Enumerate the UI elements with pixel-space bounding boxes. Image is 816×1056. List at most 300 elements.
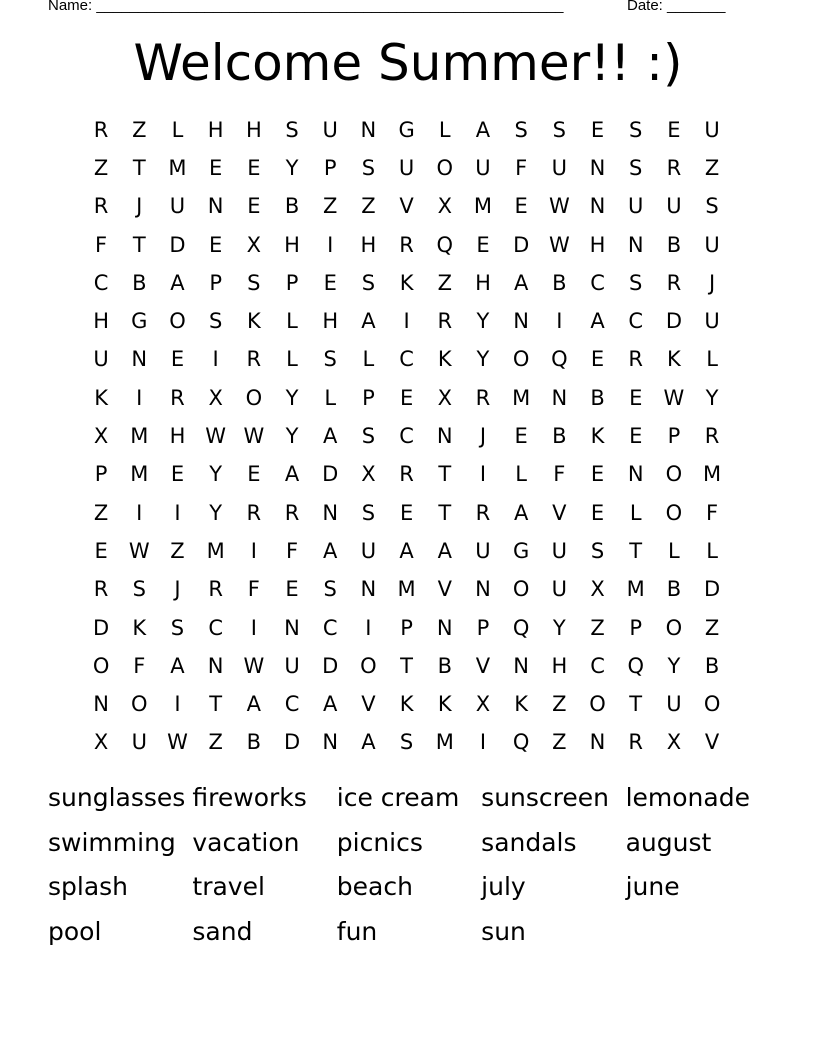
grid-letter: E	[209, 155, 223, 180]
grid-letter: E	[323, 270, 337, 295]
grid-letter: P	[629, 615, 643, 640]
grid-letter: K	[399, 692, 414, 717]
grid-letter: D	[169, 232, 186, 257]
word-list-item: pool	[48, 916, 102, 946]
grid-letter: S	[247, 270, 261, 295]
grid-letter: S	[705, 194, 719, 219]
grid-letter: X	[437, 194, 452, 219]
grid-letter: N	[360, 117, 377, 142]
grid-letter: K	[590, 424, 605, 449]
grid-letter: H	[589, 232, 606, 257]
grid-letter: I	[212, 347, 219, 372]
word-list-item: lemonade	[625, 783, 750, 812]
grid-letter: B	[552, 270, 567, 295]
grid-letter: L	[668, 538, 680, 563]
grid-letter: F	[133, 653, 146, 678]
date-field-label: Date: _______	[627, 0, 726, 14]
grid-letter: N	[284, 615, 300, 640]
grid-letter: N	[436, 615, 453, 640]
grid-letter: F	[95, 232, 108, 257]
grid-letter: E	[590, 462, 605, 487]
grid-letter: V	[399, 194, 414, 219]
grid-letter: S	[361, 270, 376, 295]
grid-letter: S	[170, 615, 185, 640]
grid-letter: X	[208, 385, 223, 410]
grid-letter: S	[132, 577, 146, 602]
grid-letter: H	[551, 653, 568, 678]
grid-letter: Q	[436, 232, 454, 257]
grid-letter: Z	[552, 730, 567, 755]
grid-letter: O	[665, 615, 683, 640]
grid-letter: P	[400, 615, 413, 640]
grid-letter: R	[93, 194, 109, 219]
grid-letter: Z	[552, 692, 567, 717]
grid-letter: B	[246, 730, 262, 755]
grid-letter: U	[551, 577, 568, 602]
grid-letter: Q	[512, 730, 530, 755]
grid-letter: R	[437, 309, 453, 334]
grid-letter: F	[515, 155, 528, 180]
grid-letter: V	[437, 577, 452, 602]
grid-letter: C	[399, 347, 414, 372]
grid-letter: R	[475, 500, 491, 525]
grid-letter: Y	[705, 385, 719, 410]
grid-letter: C	[628, 309, 644, 334]
grid-letter: A	[513, 270, 529, 295]
grid-letter: N	[207, 653, 224, 678]
grid-letter: U	[666, 194, 682, 219]
word-list-item: splash	[48, 872, 129, 901]
grid-letter: T	[629, 538, 643, 563]
grid-letter: N	[322, 730, 339, 755]
grid-letter: S	[361, 424, 376, 449]
grid-letter: E	[209, 232, 223, 257]
grid-letter: M	[130, 462, 149, 487]
grid-letter: E	[590, 117, 605, 142]
grid-letter: H	[284, 232, 300, 257]
grid-letter: G	[131, 309, 148, 334]
grid-letter: R	[666, 270, 682, 295]
grid-letter: R	[170, 385, 185, 410]
page-title: Welcome Summer!! :)	[133, 34, 683, 92]
grid-letter: Q	[512, 615, 530, 640]
grid-letter: M	[130, 424, 149, 449]
grid-letter: L	[171, 117, 184, 142]
grid-letter: E	[629, 385, 643, 410]
grid-letter: U	[93, 347, 109, 372]
grid-letter: Z	[93, 155, 109, 180]
grid-letter: Q	[627, 653, 644, 678]
grid-letter: O	[245, 385, 263, 410]
word-list-item: sunscreen	[481, 783, 609, 812]
grid-letter: W	[663, 385, 685, 410]
grid-letter: A	[323, 424, 338, 449]
grid-letter: U	[628, 194, 644, 219]
grid-letter: T	[400, 653, 413, 678]
grid-letter: E	[476, 232, 490, 257]
grid-letter: V	[552, 500, 567, 525]
grid-letter: O	[512, 347, 530, 372]
grid-letter: H	[93, 309, 109, 334]
grid-letter: C	[208, 615, 223, 640]
grid-letter: E	[170, 462, 185, 487]
grid-letter: O	[360, 653, 377, 678]
grid-letter: D	[93, 615, 110, 640]
word-list-item: fun	[336, 916, 378, 946]
grid-letter: J	[708, 270, 716, 295]
grid-letter: C	[590, 270, 605, 295]
grid-letter: S	[629, 117, 643, 142]
grid-letter: B	[437, 653, 452, 678]
grid-letter: P	[209, 270, 222, 295]
grid-letter: I	[250, 538, 257, 563]
grid-letter: C	[399, 424, 414, 449]
grid-letter: L	[324, 385, 337, 410]
word-list-item: beach	[336, 872, 413, 901]
word-list-item: picnics	[336, 827, 423, 857]
grid-letter: Z	[93, 500, 109, 525]
grid-letter: P	[285, 270, 299, 295]
grid-letter: O	[169, 309, 186, 334]
word-list-item: june	[625, 872, 680, 901]
grid-letter: O	[512, 577, 530, 602]
grid-letter: Y	[209, 462, 223, 487]
grid-letter: J	[479, 424, 487, 449]
grid-letter: K	[246, 309, 261, 334]
grid-letter: E	[514, 194, 528, 219]
grid-letter: T	[209, 692, 223, 717]
grid-letter: P	[667, 424, 681, 449]
grid-letter: S	[361, 500, 376, 525]
grid-letter: D	[322, 653, 339, 678]
grid-letter: H	[360, 232, 377, 257]
grid-letter: C	[590, 653, 605, 678]
grid-letter: D	[665, 309, 682, 334]
grid-letter: I	[174, 500, 181, 525]
grid-letter: O	[131, 692, 148, 717]
grid-letter: Z	[323, 194, 338, 219]
grid-letter: H	[245, 117, 262, 142]
grid-letter: N	[436, 424, 453, 449]
grid-letter: Y	[476, 347, 490, 372]
grid-letter: A	[323, 538, 338, 563]
word-list-item: sunglasses	[48, 783, 186, 812]
grid-letter: S	[285, 117, 299, 142]
grid-letter: U	[704, 309, 720, 334]
grid-letter: I	[403, 309, 410, 334]
grid-letter: N	[551, 385, 568, 410]
word-search-grid	[82, 111, 731, 762]
grid-letter: F	[553, 462, 566, 487]
grid-letter: I	[174, 692, 181, 717]
grid-letter: A	[590, 309, 605, 334]
grid-letter: N	[513, 309, 530, 334]
grid-letter: Q	[551, 347, 568, 372]
grid-letter: W	[243, 424, 265, 449]
grid-letter: K	[667, 347, 681, 372]
grid-letter: C	[322, 615, 338, 640]
grid-letter: S	[552, 117, 567, 142]
grid-letter: X	[590, 577, 605, 602]
grid-letter: U	[284, 653, 300, 678]
grid-letter: U	[322, 117, 338, 142]
grid-letter: X	[475, 692, 491, 717]
grid-letter: U	[475, 538, 491, 563]
grid-letter: B	[666, 232, 682, 257]
grid-letter: R	[246, 500, 262, 525]
grid-letter: W	[243, 653, 265, 678]
grid-letter: V	[361, 692, 376, 717]
grid-letter: A	[246, 692, 262, 717]
grid-letter: A	[361, 730, 376, 755]
grid-letter: O	[665, 500, 683, 525]
grid-letter: E	[285, 577, 299, 602]
grid-letter: I	[479, 730, 487, 755]
grid-letter: M	[473, 194, 493, 219]
grid-letter: N	[589, 194, 606, 219]
grid-letter: N	[93, 692, 109, 717]
grid-letter: H	[475, 270, 491, 295]
grid-letter: U	[704, 117, 720, 142]
word-list-item: sandals	[481, 827, 577, 857]
name-field-label: Name: ________________________________________________________	[48, 0, 564, 14]
grid-letter: M	[168, 155, 187, 180]
grid-letter: U	[360, 538, 377, 563]
grid-letter: U	[551, 538, 568, 563]
grid-letter: D	[283, 730, 301, 755]
word-list-item: swimming	[48, 827, 176, 857]
word-list-item: sand	[192, 916, 253, 946]
grid-letter: Y	[667, 653, 681, 678]
grid-letter: B	[590, 385, 605, 410]
grid-letter: I	[136, 385, 143, 410]
grid-letter: H	[207, 117, 224, 142]
grid-letter: C	[93, 270, 109, 295]
grid-letter: X	[246, 232, 262, 257]
grid-letter: Y	[552, 615, 566, 640]
grid-letter: R	[628, 347, 644, 372]
grid-letter: V	[475, 653, 491, 678]
grid-letter: R	[666, 155, 682, 180]
grid-letter: A	[323, 692, 338, 717]
grid-letter: Z	[437, 270, 452, 295]
grid-letter: R	[246, 347, 262, 372]
grid-letter: S	[323, 577, 337, 602]
grid-letter: B	[552, 424, 567, 449]
grid-letter: Z	[361, 194, 376, 219]
grid-letter: Z	[704, 615, 720, 640]
grid-letter: R	[93, 117, 109, 142]
grid-letter: J	[136, 194, 143, 219]
grid-letter: Z	[170, 538, 185, 563]
word-list-item: vacation	[192, 827, 300, 857]
grid-letter: R	[628, 730, 644, 755]
grid-letter: A	[513, 500, 529, 525]
grid-letter: Y	[285, 155, 299, 180]
grid-letter: V	[704, 730, 720, 755]
grid-letter: N	[589, 730, 606, 755]
grid-letter: T	[132, 232, 146, 257]
grid-letter: R	[284, 500, 300, 525]
grid-letter: T	[438, 500, 452, 525]
grid-letter: Y	[285, 385, 299, 410]
grid-letter: L	[629, 500, 642, 525]
grid-letter: E	[399, 500, 414, 525]
grid-letter: S	[208, 309, 223, 334]
grid-letter: X	[666, 730, 682, 755]
grid-letter: M	[512, 385, 531, 410]
grid-letter: Z	[208, 730, 223, 755]
grid-letter: N	[627, 462, 644, 487]
word-list-item: sun	[481, 916, 526, 946]
grid-letter: F	[706, 500, 719, 525]
grid-letter: D	[513, 232, 530, 257]
grid-letter: O	[703, 692, 721, 717]
grid-letter: L	[438, 117, 451, 142]
grid-letter: R	[399, 232, 414, 257]
grid-letter: P	[94, 462, 108, 487]
grid-letter: M	[626, 577, 645, 602]
grid-letter: B	[666, 577, 682, 602]
grid-letter: H	[322, 309, 339, 334]
grid-letter: E	[399, 385, 414, 410]
grid-letter: M	[435, 730, 454, 755]
word-list-item: ice cream	[336, 783, 460, 812]
grid-letter: E	[170, 347, 185, 372]
grid-letter: A	[170, 270, 185, 295]
grid-letter: Y	[476, 309, 490, 334]
grid-letter: Z	[132, 117, 147, 142]
grid-letter: S	[514, 117, 528, 142]
grid-letter: K	[437, 347, 452, 372]
grid-letter: G	[398, 117, 415, 142]
grid-letter: E	[590, 500, 605, 525]
grid-letter: P	[476, 615, 490, 640]
grid-letter: N	[513, 653, 530, 678]
grid-letter: S	[590, 538, 605, 563]
grid-letter: E	[247, 462, 261, 487]
grid-letter: T	[629, 692, 643, 717]
grid-letter: U	[704, 232, 720, 257]
grid-letter: T	[438, 462, 452, 487]
grid-letter: O	[92, 653, 110, 678]
grid-letter: T	[132, 155, 146, 180]
grid-letter: W	[548, 194, 570, 219]
grid-letter: W	[205, 424, 227, 449]
grid-letter: A	[437, 538, 452, 563]
grid-letter: N	[322, 500, 339, 525]
grid-letter: I	[479, 462, 487, 487]
grid-letter: S	[629, 155, 643, 180]
grid-letter: K	[514, 692, 529, 717]
grid-letter: I	[365, 615, 372, 640]
grid-letter: B	[284, 194, 300, 219]
grid-letter: O	[436, 155, 454, 180]
grid-letter: E	[94, 538, 108, 563]
word-list	[48, 776, 770, 954]
grid-letter: S	[629, 270, 643, 295]
grid-letter: K	[132, 615, 147, 640]
grid-letter: U	[169, 194, 186, 219]
grid-letter: N	[589, 155, 606, 180]
grid-letter: S	[361, 155, 376, 180]
grid-letter: X	[93, 424, 109, 449]
grid-letter: E	[590, 347, 605, 372]
grid-letter: K	[399, 270, 414, 295]
grid-letter: I	[250, 615, 257, 640]
grid-letter: K	[437, 692, 452, 717]
grid-letter: P	[323, 155, 337, 180]
grid-letter: E	[247, 155, 261, 180]
grid-letter: E	[667, 117, 681, 142]
grid-letter: A	[361, 309, 376, 334]
grid-letter: A	[475, 117, 491, 142]
grid-letter: A	[284, 462, 300, 487]
grid-letter: E	[247, 194, 261, 219]
grid-letter: L	[362, 347, 375, 372]
grid-letter: P	[362, 385, 375, 410]
word-list-item: travel	[192, 872, 265, 901]
grid-letter: W	[128, 538, 150, 563]
grid-letter: W	[167, 730, 188, 755]
grid-letter: S	[323, 347, 337, 372]
grid-letter: O	[665, 462, 683, 487]
grid-letter: B	[132, 270, 147, 295]
grid-letter: R	[475, 385, 491, 410]
grid-letter: A	[399, 538, 414, 563]
grid-letter: L	[706, 538, 718, 563]
grid-letter: E	[514, 424, 528, 449]
grid-letter: M	[397, 577, 416, 602]
grid-letter: R	[208, 577, 223, 602]
grid-letter: M	[703, 462, 722, 487]
grid-letter: K	[94, 385, 108, 410]
grid-letter: Z	[704, 155, 720, 180]
grid-letter: R	[704, 424, 720, 449]
word-list-item: july	[481, 872, 526, 901]
grid-letter: D	[322, 462, 339, 487]
grid-letter: A	[170, 653, 185, 678]
grid-letter: W	[548, 232, 570, 257]
grid-letter: N	[207, 194, 224, 219]
grid-letter: U	[475, 155, 491, 180]
grid-letter: D	[704, 577, 721, 602]
grid-letter: N	[627, 232, 644, 257]
grid-letter: U	[666, 692, 682, 717]
grid-letter: E	[629, 424, 643, 449]
grid-letter: F	[247, 577, 260, 602]
grid-letter: Z	[590, 615, 605, 640]
grid-letter: L	[286, 309, 298, 334]
grid-letter: J	[174, 577, 181, 602]
grid-letter: G	[513, 538, 530, 563]
grid-letter: S	[399, 730, 414, 755]
grid-letter: H	[169, 424, 186, 449]
grid-letter: M	[206, 538, 225, 563]
grid-letter: L	[706, 347, 718, 372]
grid-letter: L	[286, 347, 298, 372]
grid-letter: X	[437, 385, 452, 410]
word-list-item: fireworks	[192, 783, 307, 812]
grid-letter: F	[285, 538, 299, 563]
grid-letter: C	[284, 692, 300, 717]
grid-letter: Y	[285, 424, 299, 449]
grid-letter: N	[360, 577, 377, 602]
grid-letter: X	[361, 462, 376, 487]
grid-letter: I	[556, 309, 563, 334]
grid-letter: Y	[209, 500, 223, 525]
grid-letter: L	[515, 462, 527, 487]
